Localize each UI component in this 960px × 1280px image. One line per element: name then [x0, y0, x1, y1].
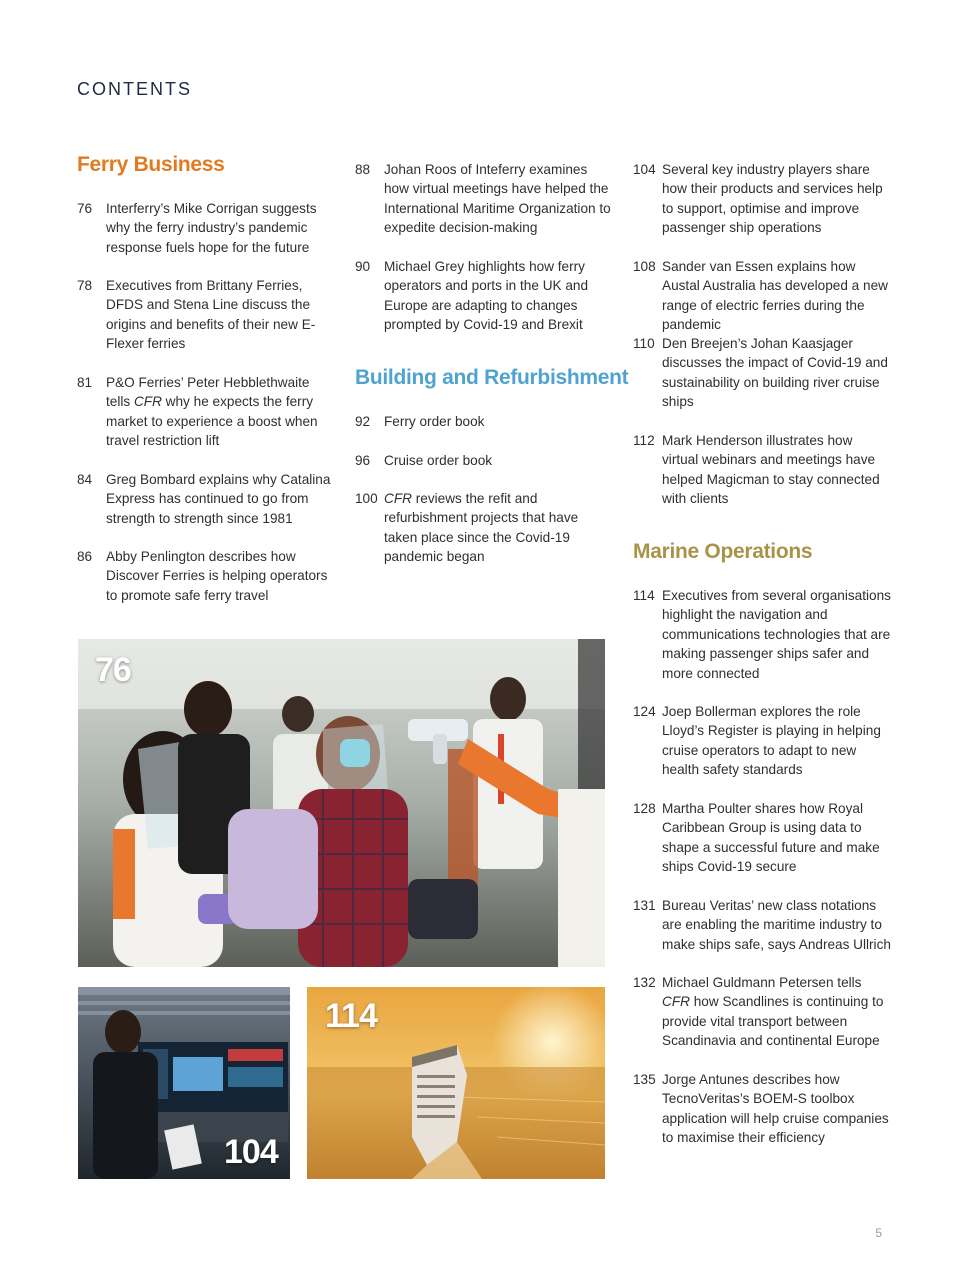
- toc-entry-text: Cruise order book: [384, 453, 493, 468]
- toc-page-number: 135: [633, 1072, 656, 1087]
- toc-page-number: 92: [355, 414, 371, 429]
- toc-page-number: 100: [355, 491, 378, 506]
- toc-entry-text: Interferry’s Mike Corrigan suggests why the ferry industry’s pandemic response fuels hope for the future: [106, 201, 317, 255]
- toc-entry-text: CFR reviews the refit and refurbishment projects that have taken place since the Covid-19 pandemic began: [384, 491, 579, 565]
- photo-control-room[interactable]: [78, 987, 290, 1179]
- toc-page-number: 81: [77, 375, 93, 390]
- toc-entry-text: Sander van Essen explains how Austal Australia has developed a new range of electric ferries during the pandemic: [662, 259, 888, 333]
- page-number: 5: [875, 1226, 882, 1240]
- photo-temperature-screening[interactable]: [78, 639, 605, 967]
- toc-page-number: 86: [77, 549, 93, 564]
- toc-page-number: 96: [355, 453, 371, 468]
- photo-illustration: [78, 639, 605, 967]
- toc-entry-text: Jorge Antunes describes how TecnoVeritas’s BOEM-S toolbox application will help cruise companies to maximise their efficiency: [662, 1072, 889, 1146]
- toc-entry-text: Michael Grey highlights how ferry operators and ports in the UK and Europe are adapting to changes prompted by Covid-19 and Brexit: [384, 259, 589, 333]
- section-title-building-refurbishment: Building and Refurbishment: [355, 366, 629, 389]
- toc-page-number: 104: [633, 162, 656, 177]
- photo-page-number: 76: [95, 651, 131, 689]
- photo-cruise-ship[interactable]: [307, 987, 605, 1179]
- toc-page-number: 124: [633, 704, 656, 719]
- toc-page-number: 132: [633, 975, 656, 990]
- toc-page-number: 112: [633, 433, 655, 448]
- toc-entry-text: Den Breejen’s Johan Kaasjager discusses the impact of Covid-19 and sustainability on building river cruise ships: [662, 336, 888, 410]
- toc-page-number: 114: [633, 588, 655, 603]
- photo-page-number: 104: [224, 1133, 278, 1171]
- toc-entry-text: Johan Roos of Inteferry examines how virtual meetings have helped the International Maritime Organization to expedite decision-making: [384, 162, 611, 236]
- toc-page-number: 108: [633, 259, 656, 274]
- toc-entry-text: Mark Henderson illustrates how virtual webinars and meetings have helped Magicman to stay connected with clients: [662, 433, 880, 507]
- toc-page-number: 84: [77, 472, 93, 487]
- toc-entry-text: Executives from Brittany Ferries, DFDS and Stena Line discuss the origins and benefits of their new E-Flexer ferries: [106, 278, 316, 352]
- toc-entry-text: Michael Guldmann Petersen tells CFR how Scandlines is continuing to provide vital transport between Scandinavia and continental Europe: [662, 975, 884, 1049]
- toc-page-number: 90: [355, 259, 371, 274]
- photo-page-number: 114: [325, 997, 377, 1035]
- toc-page-number: 78: [77, 278, 93, 293]
- toc-entry-text: Executives from several organisations highlight the navigation and communications technologies that are making passenger ships safer and more connected: [662, 588, 891, 681]
- toc-entry-text: Bureau Veritas’ new class notations are enabling the maritime industry to make ships safe, says Andreas Ullrich: [662, 898, 891, 952]
- toc-page-number: 88: [355, 162, 371, 177]
- section-title-ferry-business: Ferry Business: [77, 153, 225, 176]
- toc-entry-text: Martha Poulter shares how Royal Caribbean Group is using data to shape a successful future and make ships Covid-19 secure: [662, 801, 880, 875]
- toc-entry-text: Greg Bombard explains why Catalina Express has continued to go from strength to strength since 1981: [106, 472, 331, 526]
- contents-heading: CONTENTS: [77, 79, 192, 99]
- toc-entry-text: Several key industry players share how their products and services help to support, optimise and improve passenger ship operations: [662, 162, 883, 236]
- toc-entry-text: Ferry order book: [384, 414, 485, 429]
- toc-page-number: 110: [633, 336, 655, 351]
- toc-entry-text: Joep Bollerman explores the role Lloyd’s Register is playing in helping cruise operators to adapt to new health safety standards: [662, 704, 881, 778]
- section-title-marine-operations: Marine Operations: [633, 540, 813, 563]
- toc-page-number: 131: [633, 898, 656, 913]
- toc-entry-text: Abby Penlington describes how Discover Ferries is helping operators to promote safe ferry travel: [106, 549, 328, 603]
- toc-page-number: 128: [633, 801, 656, 816]
- toc-page-number: 76: [77, 201, 93, 216]
- toc-entry-text: P&O Ferries’ Peter Hebblethwaite tells CFR why he expects the ferry market to experience a boost when travel restriction lift: [106, 375, 318, 449]
